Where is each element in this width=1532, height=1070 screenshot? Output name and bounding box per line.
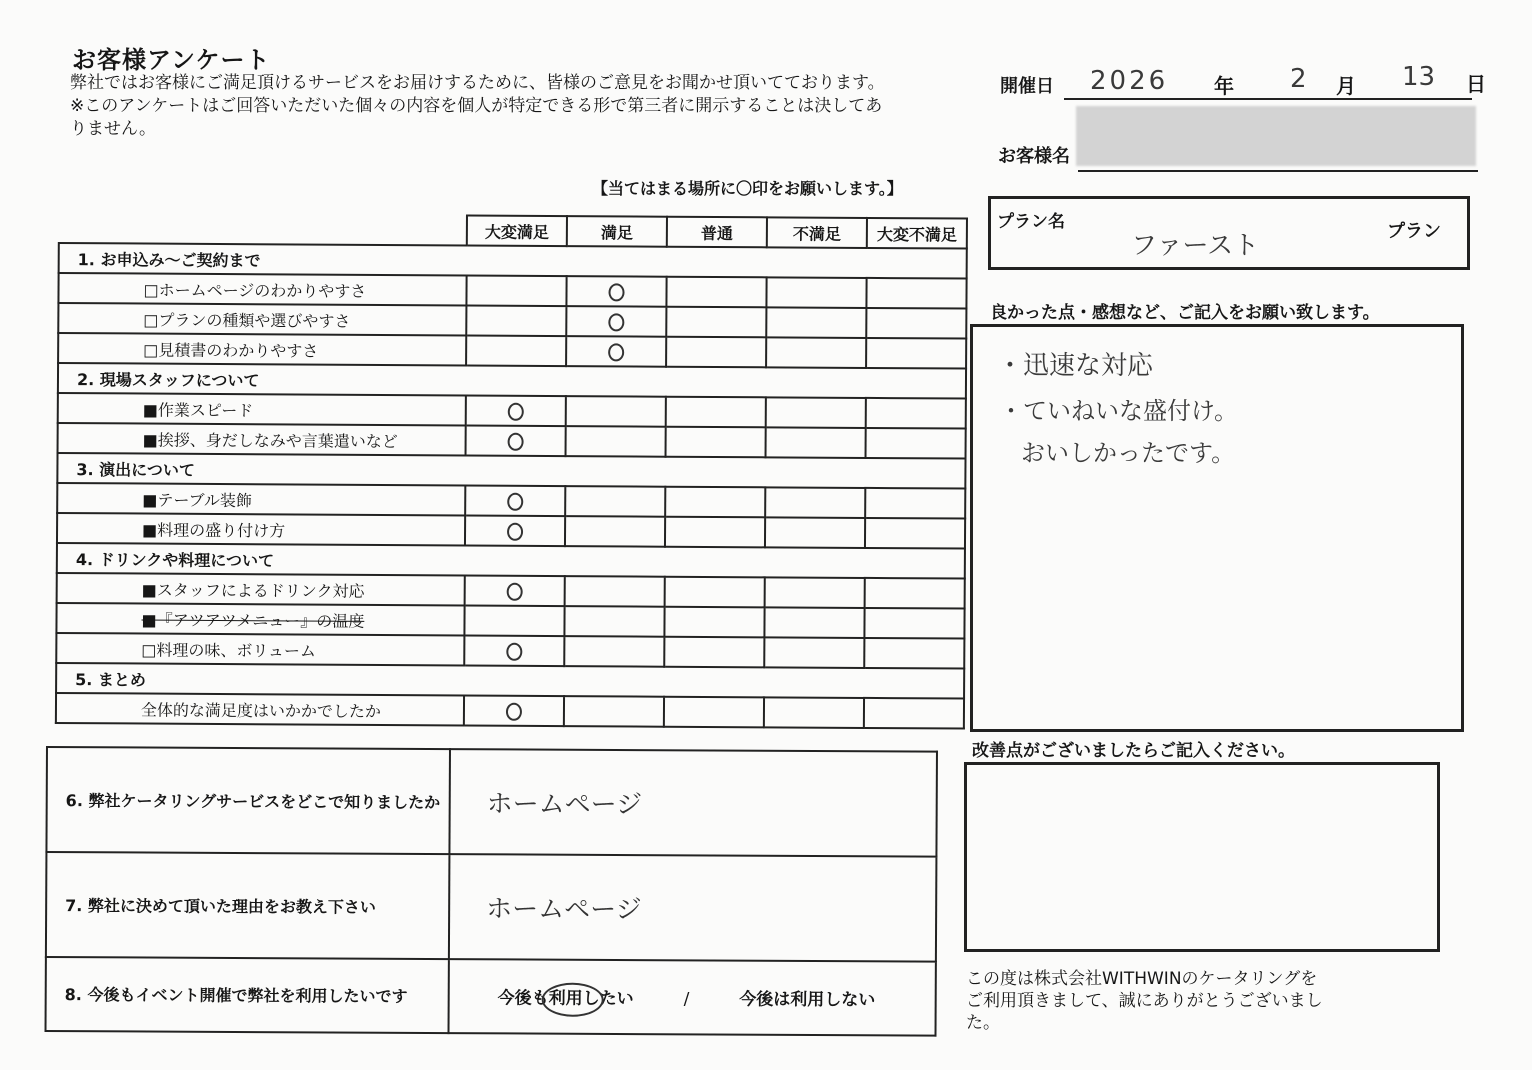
improvement-label: 改善点がございましたらご記入ください。 — [972, 741, 1295, 761]
rating-cell[interactable] — [764, 607, 864, 638]
question-label: □見積書のわかりやすさ — [58, 333, 466, 365]
section-title: 3. 演出について — [57, 453, 965, 489]
circle-mark-icon — [506, 702, 522, 720]
rating-cell[interactable] — [664, 637, 764, 668]
circle-mark-icon — [608, 343, 624, 361]
rating-cell[interactable] — [865, 578, 965, 609]
question-label: ■挨拶、身だしなみや言葉遣いなど — [58, 423, 466, 455]
selection-circle — [542, 983, 604, 1017]
rating-cell[interactable] — [565, 516, 665, 547]
circle-mark-icon — [508, 403, 524, 421]
plan-suffix: プラン — [1387, 221, 1441, 242]
rating-cell[interactable] — [566, 306, 666, 337]
rating-cell[interactable] — [866, 338, 966, 369]
circle-mark-icon — [608, 313, 624, 331]
customer-name-underline — [1078, 170, 1478, 172]
rating-cell[interactable] — [764, 697, 864, 728]
choice-cell — [449, 959, 936, 1036]
rating-cell[interactable] — [464, 605, 564, 636]
rating-cell[interactable] — [666, 397, 766, 428]
column-header: 大変満足 — [467, 215, 567, 246]
year-unit: 年 — [1214, 74, 1234, 98]
rating-cell[interactable] — [864, 698, 964, 729]
rating-cell[interactable] — [866, 308, 966, 339]
rating-cell[interactable] — [564, 606, 664, 637]
rating-cell[interactable] — [864, 638, 964, 669]
rating-cell[interactable] — [565, 486, 665, 517]
circle-mark-icon — [608, 283, 624, 301]
plan-value[interactable]: ファースト — [1131, 231, 1260, 261]
customer-name-label: お客様名 — [998, 146, 1070, 167]
rating-cell[interactable] — [866, 278, 966, 309]
question-label: ■料理の盛り付け方 — [57, 513, 465, 545]
rating-cell[interactable] — [666, 337, 766, 368]
rating-cell[interactable] — [566, 276, 666, 307]
rating-cell[interactable] — [466, 305, 566, 336]
form-title: お客様アンケート — [72, 46, 271, 74]
rating-cell[interactable] — [466, 395, 566, 426]
date-underline — [1064, 98, 1472, 100]
question-row-8 — [46, 957, 936, 1036]
year-value[interactable]: 2026 — [1090, 66, 1169, 96]
answer-field[interactable]: ホームページ — [449, 749, 937, 856]
rating-cell[interactable] — [765, 487, 865, 518]
option-separator: / — [683, 989, 690, 1010]
intro-line-1: 弊社ではお客様にご満足頂けるサービスをお届けするために、皆様のご意見をお聞かせ頂いてております。 — [70, 73, 885, 93]
intro-line-2: ※このアンケートはご回答いただいた個々の内容を個人が特定できる形で第三者に開示することは決してあ — [70, 96, 883, 116]
circle-mark-icon — [506, 642, 522, 660]
rating-cell[interactable] — [766, 397, 866, 428]
rating-cell[interactable] — [464, 635, 564, 666]
rating-cell[interactable] — [865, 518, 965, 549]
rating-cell[interactable] — [466, 335, 566, 366]
question-label: ■作業スピード — [58, 393, 466, 425]
day-unit: 日 — [1466, 72, 1486, 96]
rating-cell[interactable] — [465, 485, 565, 516]
circle-mark-icon — [508, 433, 524, 451]
rating-cell[interactable] — [566, 426, 666, 457]
circle-mark-icon — [507, 522, 523, 540]
rating-cell[interactable] — [865, 488, 965, 519]
event-date-label: 開催日 — [1000, 76, 1054, 97]
rating-cell[interactable] — [764, 637, 864, 668]
rating-cell[interactable] — [466, 425, 566, 456]
question-label: 全体的な満足度はいかかでしたか — [56, 693, 464, 725]
question-label: ■スタッフによるドリンク対応 — [57, 573, 465, 605]
question-table — [45, 746, 938, 1037]
option-discontinue[interactable]: 今後は利用しない — [739, 990, 876, 1011]
rating-cell[interactable] — [666, 307, 766, 338]
rating-cell[interactable] — [465, 515, 565, 546]
day-value[interactable]: 13 — [1402, 62, 1436, 92]
circle-mark-icon — [507, 582, 523, 600]
rating-cell[interactable] — [766, 307, 866, 338]
rating-cell[interactable] — [566, 396, 666, 427]
rating-cell[interactable] — [765, 517, 865, 548]
option-continue[interactable]: 今後も利用したい — [498, 989, 640, 1010]
rating-cell[interactable] — [765, 577, 865, 608]
month-unit: 月 — [1336, 74, 1356, 98]
rating-cell[interactable] — [665, 487, 765, 518]
rating-cell[interactable] — [665, 577, 765, 608]
feedback-label: 良かった点・感想など、ご記入をお願い致します。 — [990, 303, 1380, 323]
rating-cell[interactable] — [664, 697, 764, 728]
section-title: 2. 現場スタッフについて — [58, 363, 966, 399]
rating-cell[interactable] — [465, 575, 565, 606]
rating-cell[interactable] — [566, 336, 666, 367]
answer-field[interactable]: ホームページ — [449, 854, 937, 961]
column-header: 大変不満足 — [867, 218, 967, 249]
redacted-customer-name — [1076, 106, 1476, 166]
rating-cell[interactable] — [565, 576, 665, 607]
rating-cell[interactable] — [866, 398, 966, 429]
feedback-box[interactable] — [970, 324, 1464, 732]
plan-label: プラン名 — [997, 212, 1065, 232]
section-title: 5. まとめ — [56, 663, 964, 699]
column-header: 不満足 — [767, 217, 867, 248]
question-label: □料理の味、ボリューム — [56, 633, 464, 665]
question-row — [56, 693, 964, 729]
rating-cell[interactable] — [766, 427, 866, 458]
circle-mark-icon — [507, 492, 523, 510]
section-title: 1. お申込み～ご契約まで — [59, 243, 967, 279]
column-header: 普通 — [667, 217, 767, 248]
rating-cell[interactable] — [864, 608, 964, 639]
intro-text — [70, 72, 970, 141]
feedback-line: おいしかったです。 — [1021, 439, 1236, 467]
rating-cell[interactable] — [766, 277, 866, 308]
rating-cell[interactable] — [866, 428, 966, 459]
improvement-box[interactable] — [964, 762, 1440, 952]
column-header: 満足 — [567, 216, 667, 247]
intro-line-3: りません。 — [70, 119, 157, 139]
rating-cell[interactable] — [564, 636, 664, 667]
instruction: 【当てはまる場所に〇印をお願いします。】 — [592, 179, 903, 198]
rating-cell[interactable] — [466, 275, 566, 306]
question-row-6 — [46, 747, 937, 857]
rating-cell[interactable] — [464, 695, 564, 726]
question-row-7 — [46, 852, 937, 962]
question-label: ■『アツアツメニュー』の温度 — [56, 603, 464, 635]
rating-cell[interactable] — [666, 427, 766, 458]
satisfaction-table — [55, 212, 968, 728]
question-label: 8. 今後もイベント開催で弊社を利用したいです — [46, 957, 449, 1033]
rating-cell[interactable] — [766, 337, 866, 368]
question-label: 6. 弊社ケータリングサービスをどこで知りましたか — [46, 747, 450, 854]
feedback-line: ・ていねいな盛付け。 — [999, 397, 1239, 425]
question-label: ■テーブル装飾 — [57, 483, 465, 515]
rating-cell[interactable] — [666, 277, 766, 308]
question-label: □ホームページのわかりやすさ — [58, 273, 466, 305]
rating-cell[interactable] — [664, 607, 764, 638]
question-label: □プランの種類や選びやすさ — [58, 303, 466, 335]
rating-cell[interactable] — [564, 696, 664, 727]
plan-box — [988, 196, 1470, 270]
question-label: 7. 弊社に決めて頂いた理由をお教え下さい — [46, 852, 450, 959]
section-title: 4. ドリンクや料理について — [57, 543, 965, 579]
rating-cell[interactable] — [665, 517, 765, 548]
month-value[interactable]: 2 — [1290, 64, 1307, 94]
thank-you-message: この度は株式会社WITHWINのケータリングを ご利用頂きまして、誠にありがとうございまし た。 — [966, 969, 1323, 1033]
feedback-line: ・迅速な対応 — [997, 351, 1154, 381]
